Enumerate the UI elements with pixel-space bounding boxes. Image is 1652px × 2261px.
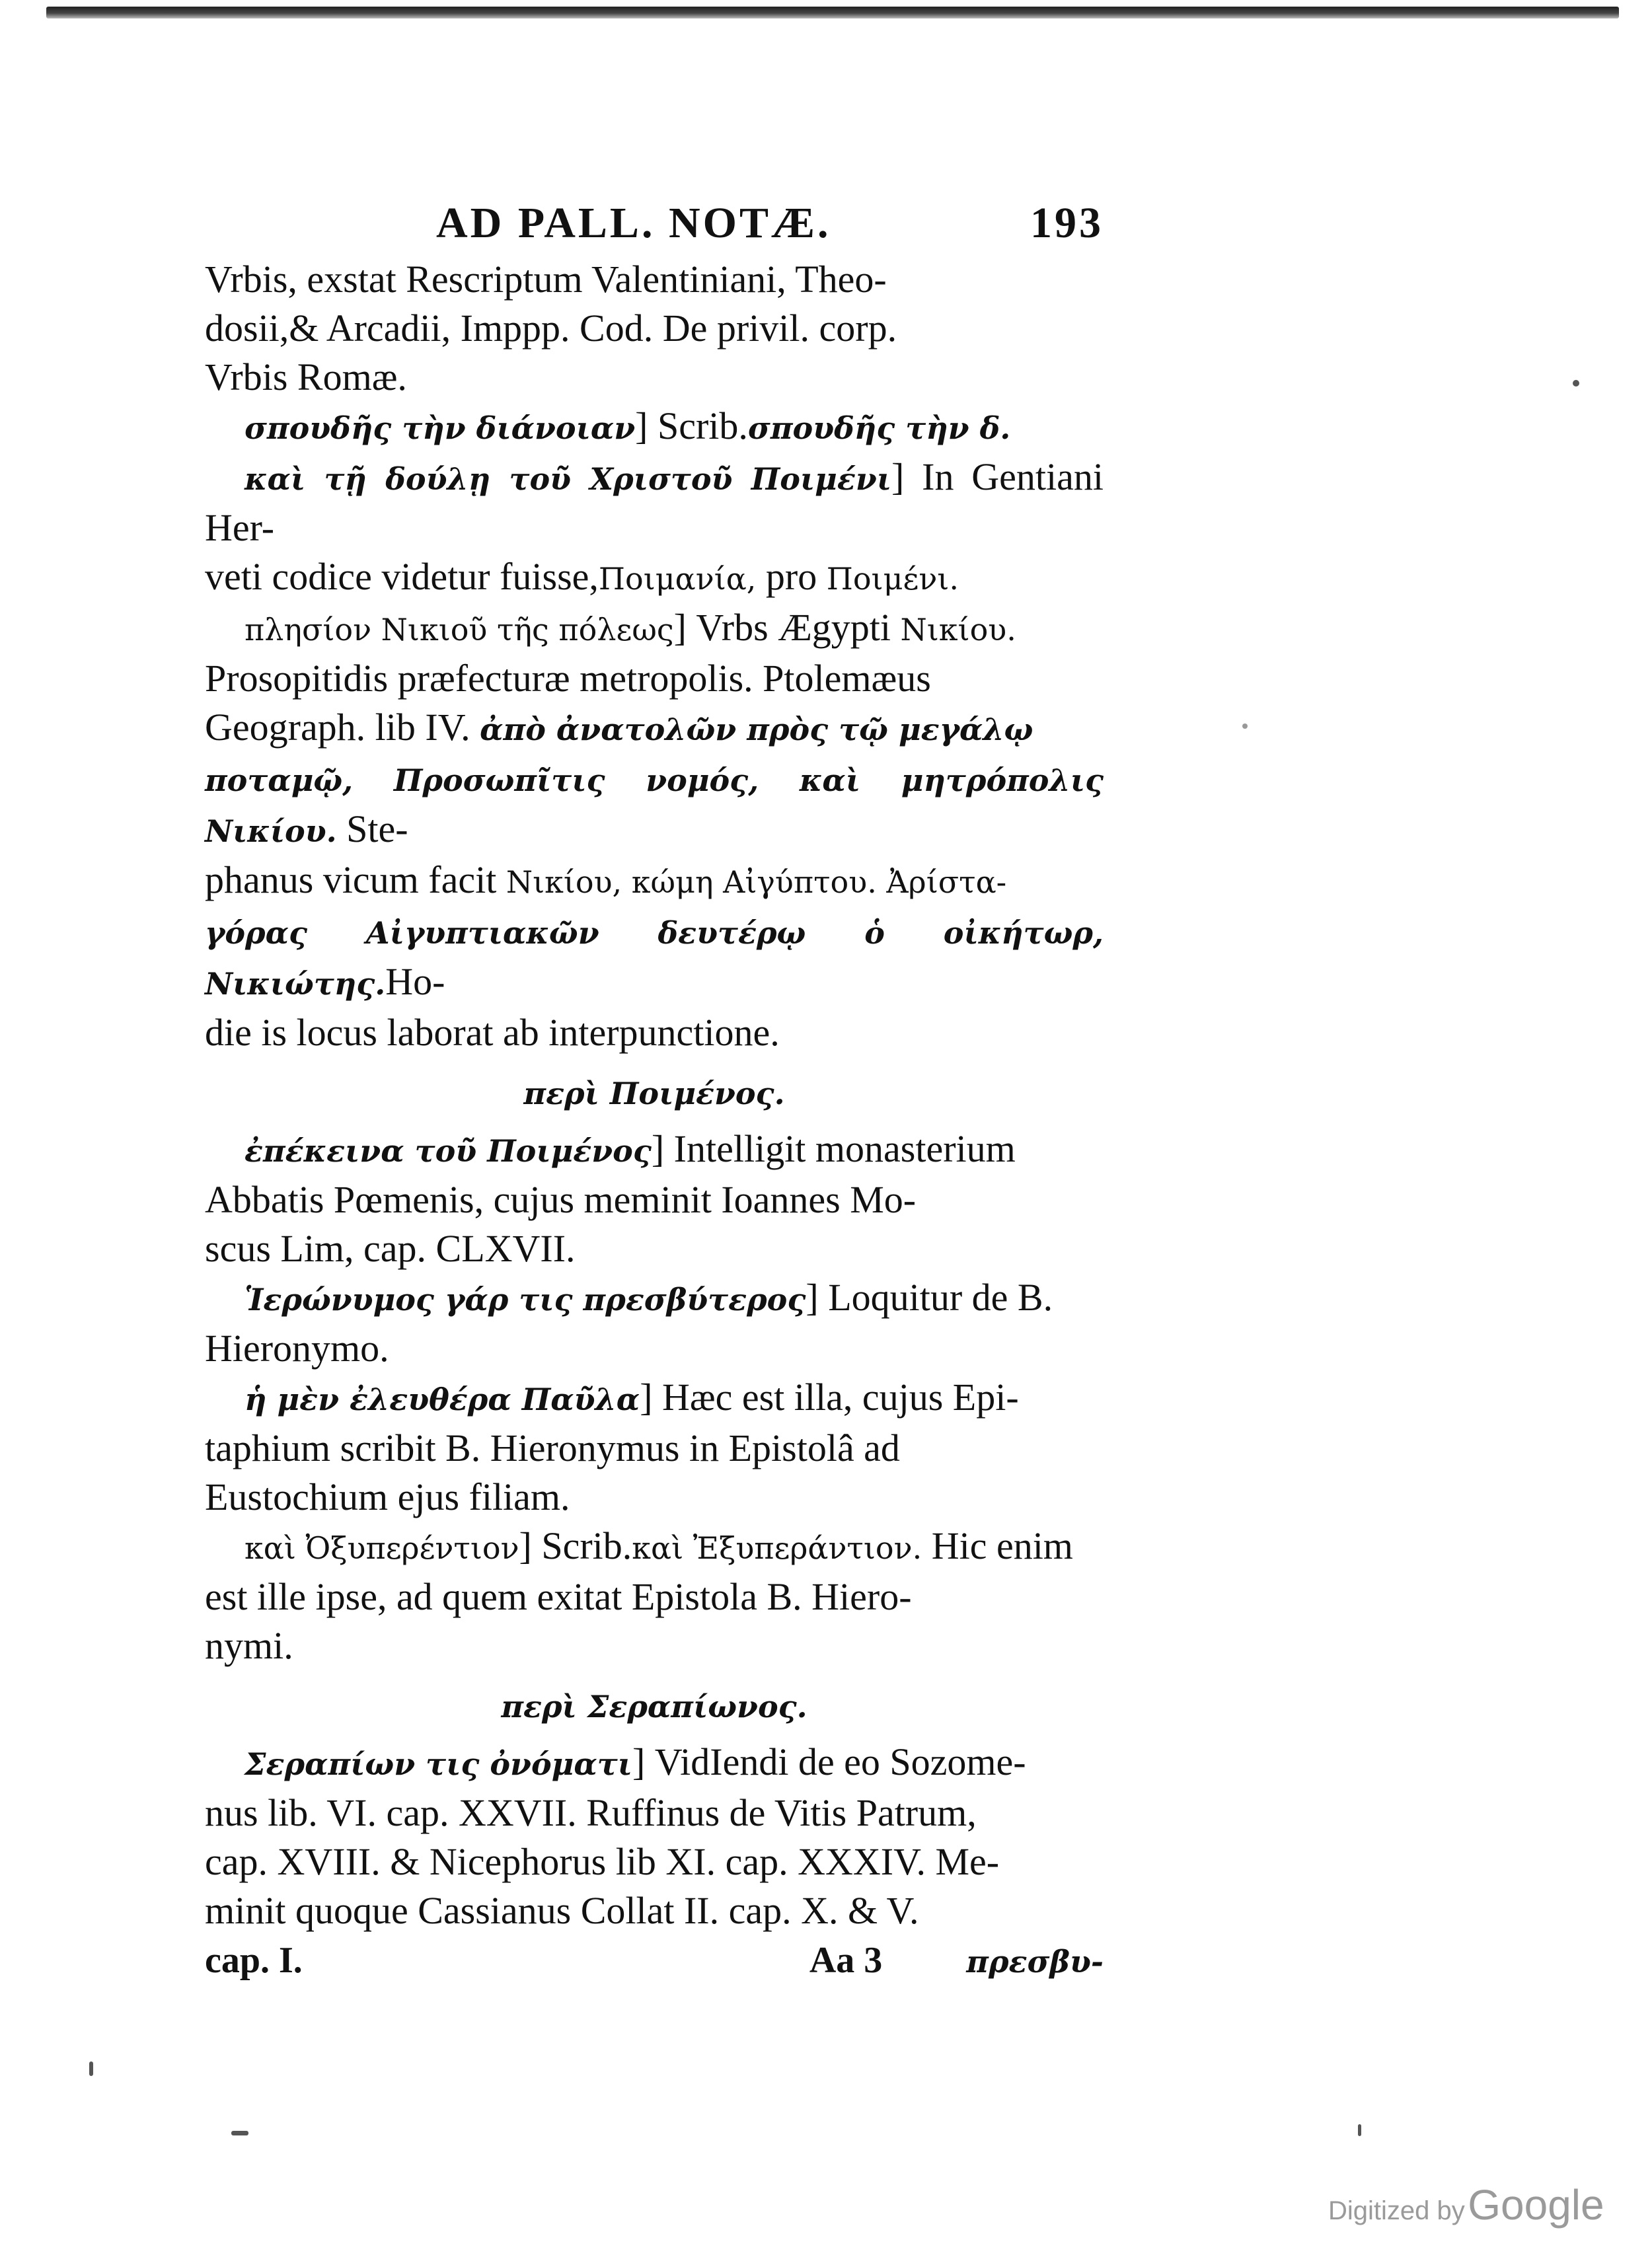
text-line: minit quoque Cassianus Collat II. cap. X. & V. xyxy=(205,1889,919,1932)
greek-text: γόρας Αἰγυπτιακῶν δευτέρῳ ὁ οἰκήτωρ, Νικιώτης. xyxy=(205,915,1104,1002)
digitized-by-google-watermark xyxy=(1328,2180,1604,2229)
latin-text: ] Hæc est illa, cujus Epi- xyxy=(640,1376,1019,1419)
text-line: Abbatis Pœmenis, cujus meminit Ioannes Mo- xyxy=(205,1178,917,1221)
greek-lemma: Σεραπίων τις ὀνόματι xyxy=(244,1746,632,1782)
ink-speck xyxy=(89,2061,93,2076)
text-line xyxy=(205,453,1104,552)
text-line xyxy=(205,907,1104,1008)
greek-lemma: ἡ μὲν ἐλευθέρα Παῦλα xyxy=(244,1382,640,1417)
latin-text: veti codice videtur fuisse, xyxy=(205,555,599,598)
latin-text: Ste- xyxy=(346,807,408,850)
greek-text: ἀπὸ ἀνατολῶν πρὸς τῷ μεγάλῳ xyxy=(480,712,1033,747)
text-line xyxy=(205,703,1104,754)
book-page xyxy=(205,198,1104,1982)
greek-text: Νικίου, κώμη Αἰγύπτου. Ἀρίστα- xyxy=(506,864,1007,900)
text-line xyxy=(205,856,1104,907)
text-line xyxy=(205,1522,1104,1573)
text-line: die is locus laborat ab interpunctione. xyxy=(205,1011,780,1054)
text-line xyxy=(205,1738,1104,1789)
text-line xyxy=(205,1273,1104,1324)
latin-text: ] Scrib. xyxy=(635,404,748,447)
latin-text: phanus vicum facit xyxy=(205,858,497,901)
text-line xyxy=(205,1373,1104,1424)
watermark-prefix: Digitized by xyxy=(1328,2196,1465,2225)
last-line: cap. I. xyxy=(205,1940,303,1981)
greek-text: σπουδῆς τὴν δ. xyxy=(747,410,1011,446)
page-footer xyxy=(205,1939,1104,1982)
greek-lemma: καὶ τῇ δούλῃ τοῦ Χριστοῦ Ποιμένι xyxy=(244,461,891,497)
greek-lemma: Ἱερώνυμος γάρ τις πρεσβύτερος xyxy=(244,1282,806,1317)
signature-mark: Aa 3 xyxy=(809,1940,883,1981)
section-heading: περὶ Σεραπίωνος. xyxy=(501,1689,807,1724)
text-line: nus lib. VI. cap. XXVII. Ruffinus de Vitis Patrum, xyxy=(205,1791,977,1834)
page-number: 193 xyxy=(1030,199,1104,247)
latin-text: ] Intelligit monasterium xyxy=(651,1127,1016,1170)
ink-speck xyxy=(1358,2124,1361,2136)
greek-lemma: σπουδῆς τὴν διάνοιαν xyxy=(244,410,636,446)
greek-lemma: καὶ Ὀξυπερέντιον xyxy=(244,1530,519,1566)
section-heading: περὶ Ποιμένος. xyxy=(523,1076,785,1111)
text-line xyxy=(205,1125,1104,1175)
text-line xyxy=(205,603,1104,654)
latin-text: Geograph. lib IV. xyxy=(205,706,470,749)
text-line: scus Lim, cap. CLXVII. xyxy=(205,1227,576,1270)
body-text xyxy=(205,255,1104,1935)
text-line: Vrbis Romæ. xyxy=(205,355,407,398)
text-line: Hieronymo. xyxy=(205,1327,389,1370)
latin-text: ] Vrbs Ægypti xyxy=(673,606,891,649)
latin-text: Hic enim xyxy=(931,1524,1073,1567)
greek-text: Ποιμανία, xyxy=(598,561,757,597)
greek-text: ποταμῷ, Προσωπῖτις νομός, καὶ μητρόπολις Νικίου. xyxy=(205,762,1104,849)
greek-text: Νικίου. xyxy=(900,612,1016,648)
text-line: dosii,& Arcadii, Imppp. Cod. De privil. corp. xyxy=(205,307,897,350)
catchword: πρεσβυ- xyxy=(966,1944,1104,1980)
text-line: cap. XVIII. & Nicephorus lib XI. cap. XXXIV. Me- xyxy=(205,1840,1000,1883)
text-line: nymi. xyxy=(205,1624,293,1667)
ink-speck xyxy=(1573,380,1579,387)
greek-text: Ποιμένι. xyxy=(826,561,959,597)
latin-text: ] Loquitur de B. xyxy=(806,1276,1053,1319)
text-line xyxy=(205,402,1104,453)
latin-text: Ho- xyxy=(385,960,445,1003)
text-line: est ille ipse, ad quem exitat Epistola B. Hiero- xyxy=(205,1575,912,1618)
top-edge-rule xyxy=(46,7,1619,19)
latin-text: ] VidIendi de eo Sozome- xyxy=(632,1740,1026,1783)
text-line: taphium scribit B. Hieronymus in Epistolâ ad xyxy=(205,1427,900,1469)
ink-speck xyxy=(1242,723,1248,729)
text-line: Vrbis, exstat Rescriptum Valentiniani, Theo- xyxy=(205,258,887,301)
ink-speck xyxy=(231,2131,248,2135)
text-line xyxy=(205,552,1104,603)
greek-text: καὶ Ἐξυπεράντιον. xyxy=(632,1530,922,1566)
text-line: Eustochium ejus filiam. xyxy=(205,1475,570,1518)
latin-text: ] In Gentiani Her- xyxy=(205,455,1104,549)
latin-text: pro xyxy=(765,555,817,598)
text-line: Prosopitidis præfecturæ metropolis. Ptolemæus xyxy=(205,657,931,700)
greek-lemma: πλησίον Νικιοῦ τῆς πόλεως xyxy=(244,612,674,648)
text-line xyxy=(205,754,1104,856)
greek-lemma: ἐπέκεινα τοῦ Ποιμένος xyxy=(244,1133,652,1169)
running-head-title: AD PALL. NOTÆ. xyxy=(436,199,831,247)
google-logo: Google xyxy=(1468,2181,1604,2229)
latin-text: ] Scrib. xyxy=(519,1524,632,1567)
running-head xyxy=(436,198,1104,248)
